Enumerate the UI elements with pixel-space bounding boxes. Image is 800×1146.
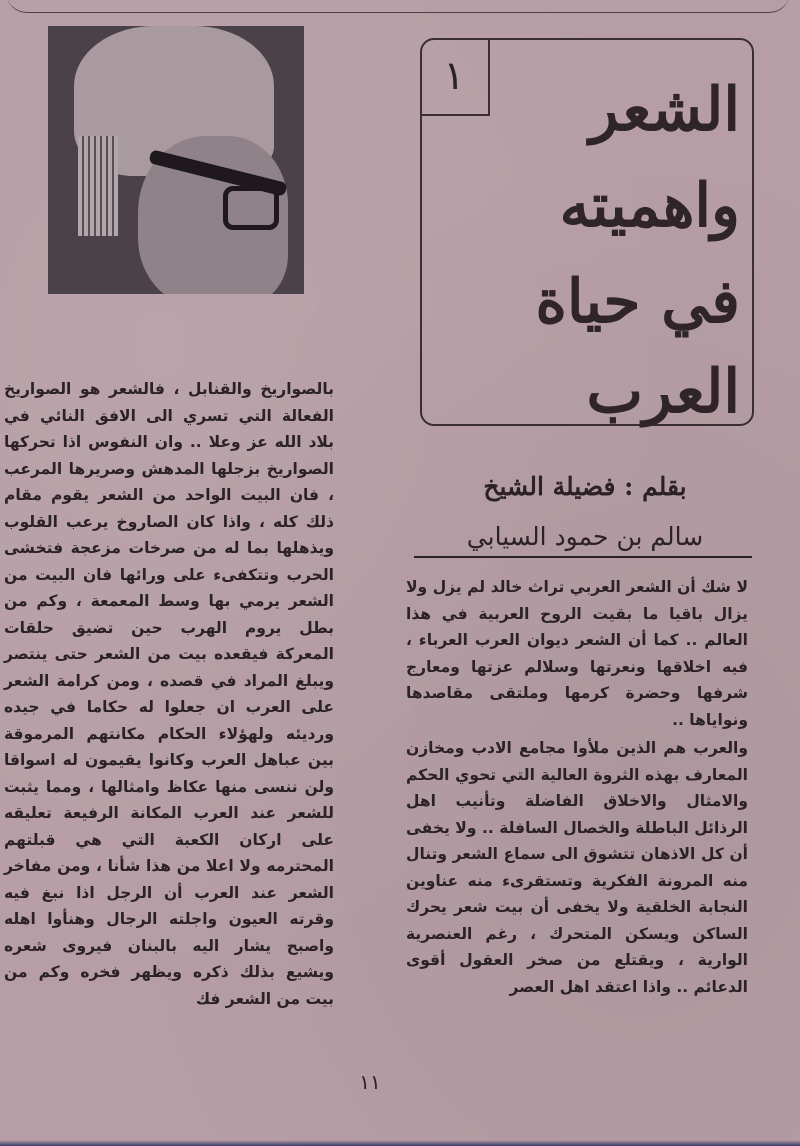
author-photo bbox=[48, 26, 304, 294]
byline-label: بقلم : فضيلة الشيخ bbox=[483, 472, 687, 501]
bottom-edge bbox=[0, 1140, 800, 1146]
byline-divider bbox=[414, 556, 752, 558]
title-line-4: العرب bbox=[586, 357, 740, 427]
article-title bbox=[430, 62, 740, 440]
right-column bbox=[406, 574, 748, 1000]
paragraph: لا شك أن الشعر العربي تراث خالد لم يزل ولا يزال باقيا ما بقيت الروح العربية في هذا العالم .. كما أن الشعر ديوان العرب العرباء ، فيه اخلاقها ونعرتها وسلالم عزتها ومعارج شرفها وحضرة كرمها وملتقى مقاصدها ونواياها .. bbox=[406, 578, 748, 729]
title-line-1: الشعر bbox=[589, 75, 740, 145]
glasses-lens bbox=[223, 186, 279, 230]
paragraph: بالصواريخ والقنابل ، فالشعر هو الصواريخ الفعالة التي تسري الى الافق النائي في بلاد الله عز وعلا .. وان النفوس اذا تحركها الصواريخ بزجلها المدهش وصريرها المرعب ، فان البيت الواحد من الشعر يقوم مقام ذلك كله ، واذا كان الصاروخ يرعب القلوب ويذهلها بما له من صرخات مزعجة فتخشى الحرب وتتكفىء على ورائها فان البيت من الشعر يرمي بها وسط المعمعة ، وكم من بطل يروم الهرب حين تضيق حلقات المعركة فيقعده بيت من الشعر حتى ينتصر ويبلغ المراد في قصده ، ومن كرامة الشعر على العرب ان جعلوا له حكاما في جيده ورديئه ولهؤلاء الحكام مكانتهم المرموقة بين عباهل العرب وكانوا يقيمون له اسواقا ولن ننسى منها عكاظ وامثالها ، ومما يثبت للشعر عند العرب المكانة الرفيعة تعليقه على اركان الكعبة التي هي قبلتهم المحترمه ولا اعلا من هذا شأنا ، ومن مفاخر الشعر عند العرب أن الرجل اذا نبغ فيه وقرته العيون واجلته الرجال وهنأوا اهله واصبح يشار اليه بالبنان فيروى شعره ويشيع بذلك ذكره ويظهر فخره وكم من بيت من الشعر فك bbox=[4, 380, 334, 1008]
tassel-shape bbox=[78, 136, 118, 236]
title-line-2: واهميته bbox=[559, 171, 740, 241]
page-number: ١١ bbox=[359, 1070, 381, 1094]
title-line-3: في حياة bbox=[535, 267, 740, 337]
paragraph: والعرب هم الذين ملأوا مجامع الادب ومخازن المعارف بهذه الثروة العالية التي تحوي الحكم والامثال والاخلاق الفاضلة وتأنيب اهل الرذائل الباطلة والخصال السافلة .. ولا يخفى أن كل الاذهان تتشوق الى سماع الشعر وتنال منه المرونة الفكرية وتستقرىء منه عناوين النجابة الخلقية ولا يخفى أن بيت شعر يحرك الساكن ويسكن المتحرك ، رغم العنصرية الوارية ، ويقتلع من صخر العقول أقوى الدعائم .. واذا اعتقد اهل العصر bbox=[406, 739, 748, 996]
series-number: ١ bbox=[420, 38, 490, 116]
page-edge-line bbox=[6, 0, 790, 13]
byline bbox=[410, 470, 760, 558]
left-column bbox=[4, 376, 334, 1012]
author-name: سالم بن حمود السيابي bbox=[466, 522, 704, 551]
